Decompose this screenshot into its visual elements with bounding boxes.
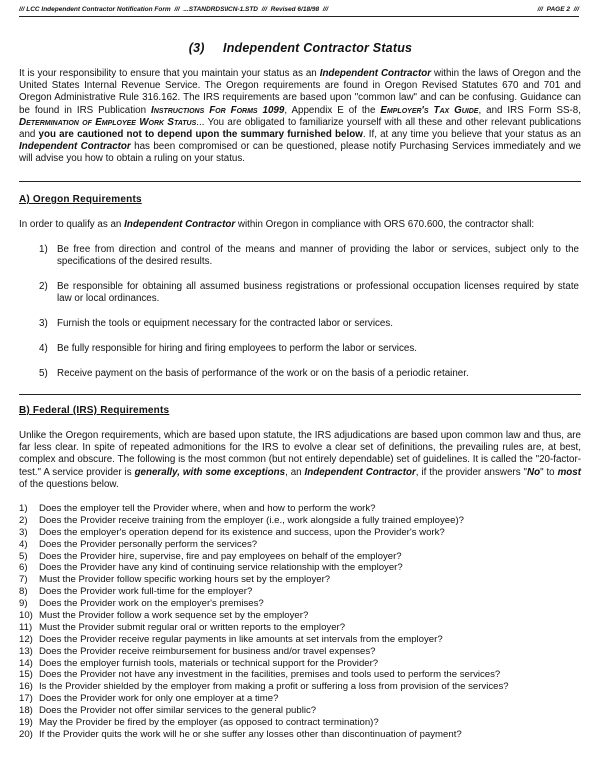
question-number: 6) <box>19 562 28 574</box>
intro-text-6: . If, at any time you believe that your status as an <box>362 129 581 141</box>
page-header <box>19 4 579 17</box>
list-item-number: 4) <box>39 343 48 354</box>
list-item <box>19 539 581 551</box>
question-number: 8) <box>19 586 28 598</box>
list-item <box>19 610 581 622</box>
question-text: Does the Provider not have any investment in the facilities, premises and tools used to perform the services? <box>39 669 501 681</box>
intro-text-1: It is your responsibility to ensure that you maintain your status as an <box>19 68 320 79</box>
header-form-name: LCC Independent Contractor Notification Form <box>26 6 171 13</box>
oregon-heading: A) Oregon Requirements <box>19 194 142 205</box>
question-number: 15) <box>19 669 33 681</box>
list-item <box>19 551 581 563</box>
question-text: Does the Provider not offer similar services to the general public? <box>39 705 317 717</box>
intro-paragraph <box>19 68 581 166</box>
intro-emphasis-2: Independent Contractor <box>19 141 131 153</box>
list-item <box>19 622 581 634</box>
intro-caution: you are cautioned not to depend upon the summary furnished below <box>38 129 363 141</box>
intro-pub-tax-guide: Employer's Tax Guide <box>380 104 479 116</box>
list-item <box>19 681 581 693</box>
federal-text-1: Unlike the Oregon requirements, which are based upon statute, the IRS adjudications are based upon common law and thus, are far less clear. In spite of repeated admonitions for the IRS to evolve a clear set of definitions, the prevailing rules are, at best, complex and obscure. The following is the most common (but not entirely dependable) set of guidelines. It is called the "20-factor-test." A service provider is <box>19 430 581 478</box>
question-text: Does the Provider personally perform the services? <box>39 538 258 550</box>
header-sep-end: /// <box>573 6 579 13</box>
header-sep-1: /// <box>174 6 180 13</box>
header-sep-2: /// <box>261 6 268 13</box>
question-text: Does the Provider work for only one employer at a time? <box>39 693 279 705</box>
question-number: 7) <box>19 574 28 586</box>
header-sep-start: /// <box>19 6 25 13</box>
question-number: 12) <box>19 633 33 645</box>
header-left <box>19 4 328 16</box>
list-item-text: Receive payment on the basis of performance of the work or on the basis of a periodic retainer. <box>57 368 469 379</box>
list-item <box>19 658 581 670</box>
question-number: 9) <box>19 598 28 610</box>
list-item <box>19 634 581 646</box>
question-number: 18) <box>19 705 33 717</box>
intro-text-5: ... You are obligated to familiarize yourself with all these and other relevant publications and <box>19 116 581 141</box>
question-number: 5) <box>19 550 28 562</box>
divider-1 <box>19 181 581 182</box>
list-item <box>19 705 581 717</box>
section-title: (3) Independent Contractor Status <box>188 41 413 55</box>
list-item-text: Be free from direction and control of the means and manner of providing the labor or services, subject only to the specifications of the desired results. <box>57 244 579 268</box>
oregon-lead <box>19 219 581 231</box>
list-item <box>19 574 581 586</box>
intro-text-3: , Appendix E of the <box>284 104 381 116</box>
federal-text-4: " to <box>540 466 558 478</box>
question-text: Does the Provider work on the employer's premises? <box>39 598 264 610</box>
twenty-factor-questions <box>19 503 581 741</box>
question-text: May the Provider be fired by the employer (as opposed to contract termination)? <box>39 717 379 729</box>
list-item <box>19 515 581 527</box>
oregon-lead-text-2: within Oregon in compliance with ORS 670.600, the contractor shall: <box>235 219 535 230</box>
federal-emphasis-most: most <box>557 466 581 478</box>
list-item <box>19 503 581 515</box>
list-item-number: 5) <box>39 368 48 379</box>
question-text: If the Provider quits the work will he or she suffer any losses other than discontinuation of payment? <box>39 728 462 740</box>
question-text: Does the Provider hire, supervise, fire and pay employees on behalf of the employer? <box>39 550 402 562</box>
question-text: Must the Provider follow specific working hours set by the employer? <box>39 574 331 586</box>
oregon-lead-emphasis: Independent Contractor <box>124 219 236 230</box>
list-item-text: Be responsible for obtaining all assumed business registrations or professional occupation licenses required by state law or local ordinances. <box>57 281 579 305</box>
question-number: 17) <box>19 693 33 705</box>
intro-text-7: has been compromised or can be questioned, please notify Purchasing Services immediately and we will advise you how to obtain a ruling on your status. <box>19 141 581 165</box>
question-number: 2) <box>19 514 28 526</box>
list-item <box>19 527 581 539</box>
header-right <box>538 4 579 16</box>
federal-text-2: , an <box>285 466 305 478</box>
question-text: Must the Provider follow a work sequence set by the employer? <box>39 610 309 622</box>
question-number: 14) <box>19 657 33 669</box>
intro-pub-1099: Instructions For Forms 1099 <box>150 104 285 116</box>
question-text: Does the employer's operation depend for its existence and success, upon the Provider's work? <box>39 526 445 538</box>
question-number: 20) <box>19 728 33 740</box>
federal-emphasis-2: Independent Contractor <box>304 466 416 478</box>
list-item-text: Be fully responsible for hiring and firing employees to perform the labor or services. <box>57 343 417 354</box>
list-item <box>19 729 581 741</box>
header-revised: Revised 6/18/98 <box>270 6 320 13</box>
list-item-text: Furnish the tools or equipment necessary for the contracted labor or services. <box>57 318 393 329</box>
list-item-number: 3) <box>39 318 48 329</box>
divider-2 <box>19 394 581 395</box>
question-number: 4) <box>19 538 28 550</box>
list-item <box>19 693 581 705</box>
list-item <box>19 669 581 681</box>
list-item <box>19 717 581 729</box>
question-text: Does the Provider receive regular payments in like amounts at set intervals from the employer? <box>39 633 443 645</box>
question-text: Does the employer furnish tools, materials or technical support for the Provider? <box>39 657 379 669</box>
question-text: Does the employer tell the Provider where, when and how to perform the work? <box>39 503 376 514</box>
oregon-lead-text-1: In order to qualify as an <box>19 219 125 230</box>
intro-text-4: , and IRS Form SS-8, <box>478 104 581 116</box>
list-item-number: 1) <box>39 244 48 255</box>
question-text: Does the Provider work full-time for the employer? <box>39 586 253 598</box>
question-number: 11) <box>19 621 33 633</box>
federal-text-3: , if the provider answers " <box>415 466 527 478</box>
question-number: 1) <box>19 503 28 514</box>
header-filename: ...STANDRDS\ICN-1.STD <box>183 6 258 13</box>
list-item <box>19 586 581 598</box>
question-text: Must the Provider submit regular oral or written reports to the employer? <box>39 621 346 633</box>
intro-text-2: within the laws of Oregon and the United States Internal Revenue Service. The Oregon requirements are found in Oregon Revised Statutes 670 and 701 and Oregon Administrative Rule 316.162. The IRS requirements are based upon "common law" and can be confusing. Guidance can be found in IRS Publication <box>19 68 581 116</box>
federal-emphasis-no: No <box>527 466 541 478</box>
question-number: 19) <box>19 717 33 729</box>
question-text: Does the Provider receive reimbursement for business and/or travel expenses? <box>39 645 376 657</box>
question-text: Is the Provider shielded by the employer from making a profit or suffering a loss from provision of the services? <box>39 681 509 693</box>
federal-text-5: of the questions below. <box>19 478 119 490</box>
header-page-number: PAGE 2 <box>546 6 570 13</box>
federal-paragraph <box>19 430 581 491</box>
federal-emphasis-1: generally, with some exceptions <box>134 466 286 478</box>
header-sep-4: /// <box>537 6 543 13</box>
question-number: 13) <box>19 645 33 657</box>
question-number: 16) <box>19 681 33 693</box>
list-item <box>19 562 581 574</box>
list-item-number: 2) <box>39 281 48 292</box>
question-text: Does the Provider receive training from the employer (i.e., work alongside a fully trained employee)? <box>39 514 464 526</box>
federal-heading: B) Federal (IRS) Requirements <box>19 405 170 416</box>
header-sep-3: /// <box>322 6 329 13</box>
question-text: Does the Provider have any kind of continuing service relationship with the employer? <box>39 562 403 574</box>
list-item <box>19 646 581 658</box>
question-number: 10) <box>19 610 33 622</box>
list-item <box>19 598 581 610</box>
intro-pub-ss8: Determination of Employee Work Status <box>19 116 197 128</box>
question-number: 3) <box>19 526 28 538</box>
intro-emphasis-1: Independent Contractor <box>319 68 432 79</box>
